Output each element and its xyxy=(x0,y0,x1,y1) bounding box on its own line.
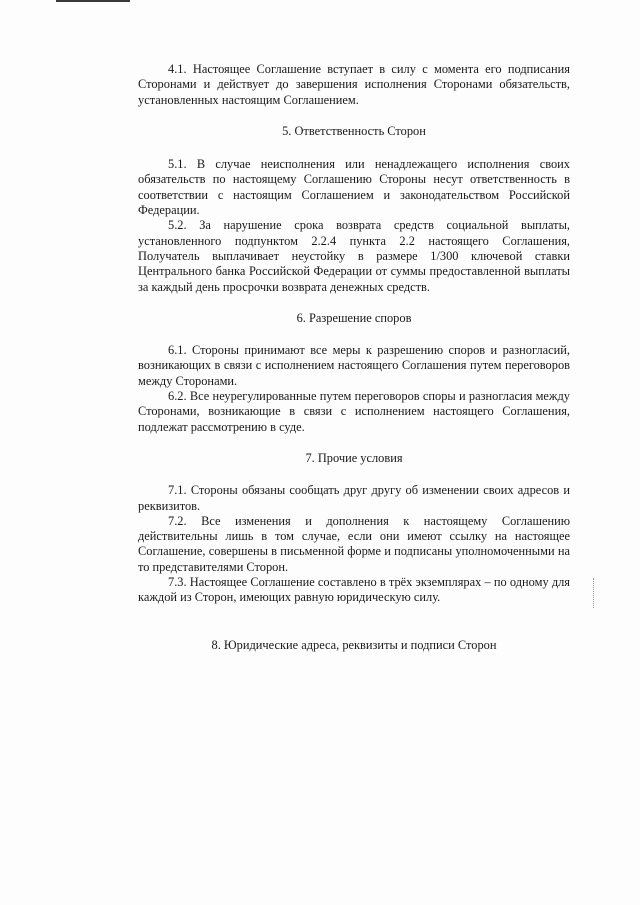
paragraph-5-1: 5.1. В случае неисполнения или ненадлежащего исполнения своих обязательств по настоящему Соглашению Стороны несут ответственность в соответствии с настоящим Соглашением и законодательством Российской Федерации. xyxy=(138,157,570,218)
paragraph-7-2: 7.2. Все изменения и дополнения к настоящему Соглашению действительны лишь в том случае, если они имеют ссылку на настоящее Соглашение, совершены в письменной форме и подписаны уполномоченными на то представителями Сторон. xyxy=(138,513,570,574)
section-heading-7: 7. Прочие условия xyxy=(305,450,403,465)
scan-margin-mark xyxy=(593,578,595,608)
paragraph-6-1: 6.1. Стороны принимают все меры к разрешению споров и разногласий, возникающих в связи с исполнением настоящего Соглашения путем переговоров между Сторонами. xyxy=(138,343,570,388)
paragraph-5-2: 5.2. За нарушение срока возврата средств социальной выплаты, установленного подпунктом 2.2.4 пункта 2.2 настоящего Соглашения, Получатель выплачивает неустойку в размере 1/300 ключевой ставки Центрального банка Российской Федерации от суммы предоставленной выплаты за каждый день просрочки возврата денежных средств. xyxy=(138,218,570,294)
paragraph-4-1: 4.1. Настоящее Соглашение вступает в силу с момента его подписания Сторонами и действует до завершения исполнения Сторонами обязательств, установленных настоящим Соглашением. xyxy=(138,62,570,107)
document-body xyxy=(138,62,570,653)
scan-edge-mark xyxy=(56,0,130,2)
section-heading-6: 6. Разрешение споров xyxy=(296,310,412,325)
section-heading-5: 5. Ответственность Сторон xyxy=(282,123,426,138)
paragraph-6-2: 6.2. Все неурегулированные путем переговоров споры и разногласия между Сторонами, возникающие в связи с исполнением настоящего Соглашения, подлежат рассмотрению в суде. xyxy=(138,389,570,434)
section-heading-8: 8. Юридические адреса, реквизиты и подписи Сторон xyxy=(211,637,497,652)
paragraph-7-1: 7.1. Стороны обязаны сообщать друг другу об изменении своих адресов и реквизитов. xyxy=(138,483,570,513)
paragraph-7-3: 7.3. Настоящее Соглашение составлено в трёх экземплярах – по одному для каждой из Сторон, имеющих равную юридическую силу. xyxy=(138,575,570,605)
